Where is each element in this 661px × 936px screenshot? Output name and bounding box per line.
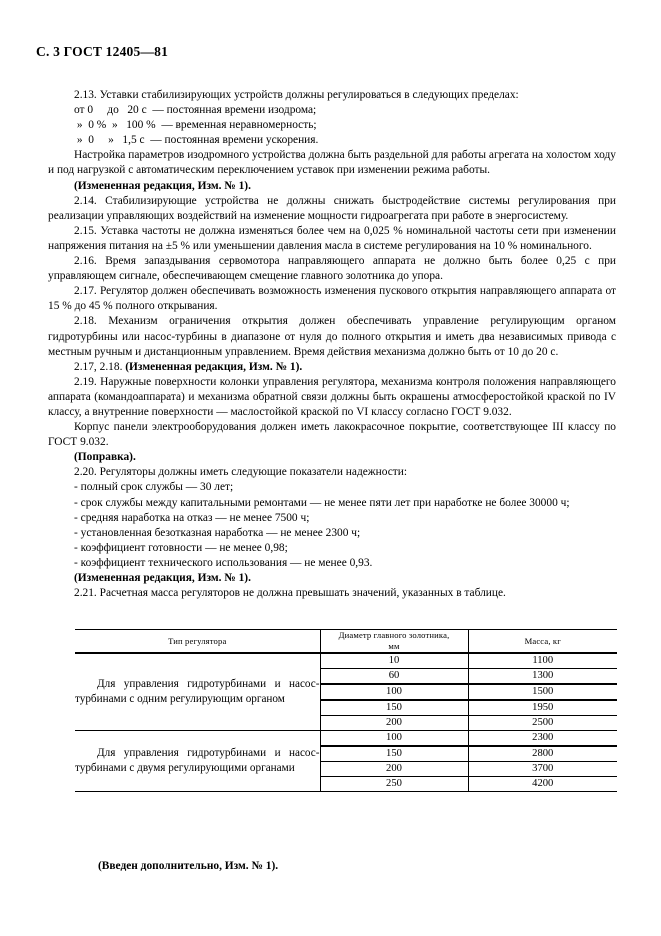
table-cell-mass: 3700 <box>468 762 617 777</box>
clause-2-13-range-2: » 0 % » 100 % — временная неравномерность; <box>74 119 317 132</box>
clause-2-20-bullet-5: - коэффициент готовности — не менее 0,98; <box>74 541 288 554</box>
clause-2-19: 2.19. Наружные поверхности колонки управления регулятора, механизма контроля положения направляющего аппарата (командоаппарата) и механизма обратной связи должны быть окрашены атмосферостойкой краской по IV классу, а внутренние поверхности — маслостойкой краской по VI классу согласно ГОСТ 9.032. <box>48 375 616 418</box>
table-header-type <box>75 630 320 654</box>
table-header-row <box>75 630 617 654</box>
clause-2-14: 2.14. Стабилизирующие устройства не должны снижать быстродействие системы регулирования при реализации управляющих воздействий на изменение мощности гидроагрегата при работе в энергосистему. <box>48 194 616 222</box>
table-cell-diameter: 60 <box>320 669 468 685</box>
table-cell-mass: 2300 <box>468 731 617 747</box>
table-header-diameter-line1: Диаметр главного золотника, <box>338 630 450 640</box>
table-cell-diameter: 200 <box>320 762 468 777</box>
clause-2-17: 2.17. Регулятор должен обеспечивать возможность изменения пускового открытия направляющего аппарата от 15 % до 45 % полного открывания. <box>48 285 616 313</box>
clause-note-bold: (Измененная редакция, Изм. № 1). <box>125 360 303 373</box>
table-row <box>75 653 617 669</box>
table-bottom-rule-c3 <box>468 792 617 793</box>
table-row <box>75 731 617 747</box>
mass-table <box>75 629 617 792</box>
clause-2-18: 2.18. Механизм ограничения открытия должен обеспечивать управление регулирующим органом гидротурбины или насос-турбины в диапазоне от нуля до полного открытия и иметь два независимых привода с местным ручным и дистанционным управлением. Время действия механизма должно быть от 10 до 20 с. <box>48 315 616 358</box>
table-group-1-title: Для управления гидротурбинами и насос-турбинами с одним регулирующим органом <box>75 653 320 731</box>
clause-2-13-tail: Настройка параметров изодромного устройства должна быть раздельной для работы агрегата на холостом ходу и под нагрузкой с автоматическим переключением уставок при изменении режима работы. <box>48 149 616 177</box>
table-cell-diameter: 250 <box>320 777 468 792</box>
clause-2-21: 2.21. Расчетная масса регуляторов не должна превышать значений, указанных в таблице. <box>74 587 506 600</box>
table-group-2-title: Для управления гидротурбинами и насос-турбинами с двумя регулирующими органами <box>75 731 320 792</box>
page-running-head: С. 3 ГОСТ 12405—81 <box>36 44 169 59</box>
table-cell-mass: 1950 <box>468 700 617 716</box>
table-cell-mass: 2500 <box>468 716 617 731</box>
table-cell-diameter: 150 <box>320 700 468 716</box>
table-header-mass <box>468 630 617 654</box>
clause-2-13-range-3: » 0 » 1,5 с — постоянная времени ускорения. <box>74 134 319 147</box>
table-cell-mass: 2800 <box>468 746 617 762</box>
clause-2-16: 2.16. Время запаздывания сервомотора направляющего аппарата не должно быть более 0,25 с при управляющем сигнале, обеспечивающем смещение главного золотника до упора. <box>48 255 616 283</box>
footer-amendment-note: (Введен дополнительно, Изм. № 1). <box>98 860 279 872</box>
table-cell-mass: 1500 <box>468 684 617 700</box>
body-text-block <box>48 88 616 601</box>
clause-2-20-bullet-1: - полный срок службы — 30 лет; <box>74 481 234 494</box>
table-bottom-rule-c2 <box>320 792 468 793</box>
table-header-diameter <box>320 630 468 654</box>
clause-2-19-note: (Поправка). <box>74 451 136 464</box>
clause-2-20-bullet-4: - установленная безотказная наработка — не менее 2300 ч; <box>74 526 361 539</box>
clause-2-17-2-18-note <box>48 360 616 375</box>
clause-2-13-range-1: от 0 до 20 с — постоянная времени изодрома; <box>74 104 317 117</box>
table-cell-mass: 1100 <box>468 653 617 669</box>
table-cell-diameter: 150 <box>320 746 468 762</box>
clause-note-prefix: 2.17, 2.18. <box>74 360 126 373</box>
table-bottom-rule-row <box>75 792 617 793</box>
clause-2-20-bullet-2: - срок службы между капитальными ремонтами — не менее пяти лет при наработке не более 30000 ч; <box>74 496 570 509</box>
clause-2-20-bullet-3: - средняя наработка на отказ — не менее 7500 ч; <box>74 511 310 524</box>
table-cell-diameter: 100 <box>320 684 468 700</box>
table-cell-diameter: 10 <box>320 653 468 669</box>
table-header-type-label: Тип регулятора <box>168 635 227 646</box>
table-cell-mass: 1300 <box>468 669 617 685</box>
clause-2-20-lead: 2.20. Регуляторы должны иметь следующие показатели надежности: <box>74 466 408 479</box>
clause-2-15: 2.15. Уставка частоты не должна изменяться более чем на 0,025 % номинальной частоты сети при изменении напряжения питания на ±5 % или уменьшении давления масла в системе регулирования на 10 % номинального. <box>48 224 616 252</box>
clause-2-20-note: (Измененная редакция, Изм. № 1). <box>74 572 251 584</box>
table-cell-diameter: 200 <box>320 716 468 731</box>
table-header-mass-label: Масса, кг <box>524 635 561 646</box>
clause-2-19-tail: Корпус панели электрооборудования должен иметь лакокрасочное покрытие, соответствующее III классу по ГОСТ 9.032. <box>48 421 616 449</box>
mass-table-wrap <box>75 629 617 792</box>
table-cell-diameter: 100 <box>320 731 468 747</box>
table-cell-mass: 4200 <box>468 777 617 792</box>
table-bottom-rule-c1 <box>75 792 320 793</box>
clause-2-20-bullet-6: - коэффициент технического использования — не менее 0,93. <box>74 556 373 569</box>
clause-2-13-note: (Измененная редакция, Изм. № 1). <box>74 179 251 192</box>
table-header-diameter-line2: мм <box>388 641 400 651</box>
clause-2-13-lead: 2.13. Уставки стабилизирующих устройств должны регулироваться в следующих пределах: <box>74 89 519 101</box>
